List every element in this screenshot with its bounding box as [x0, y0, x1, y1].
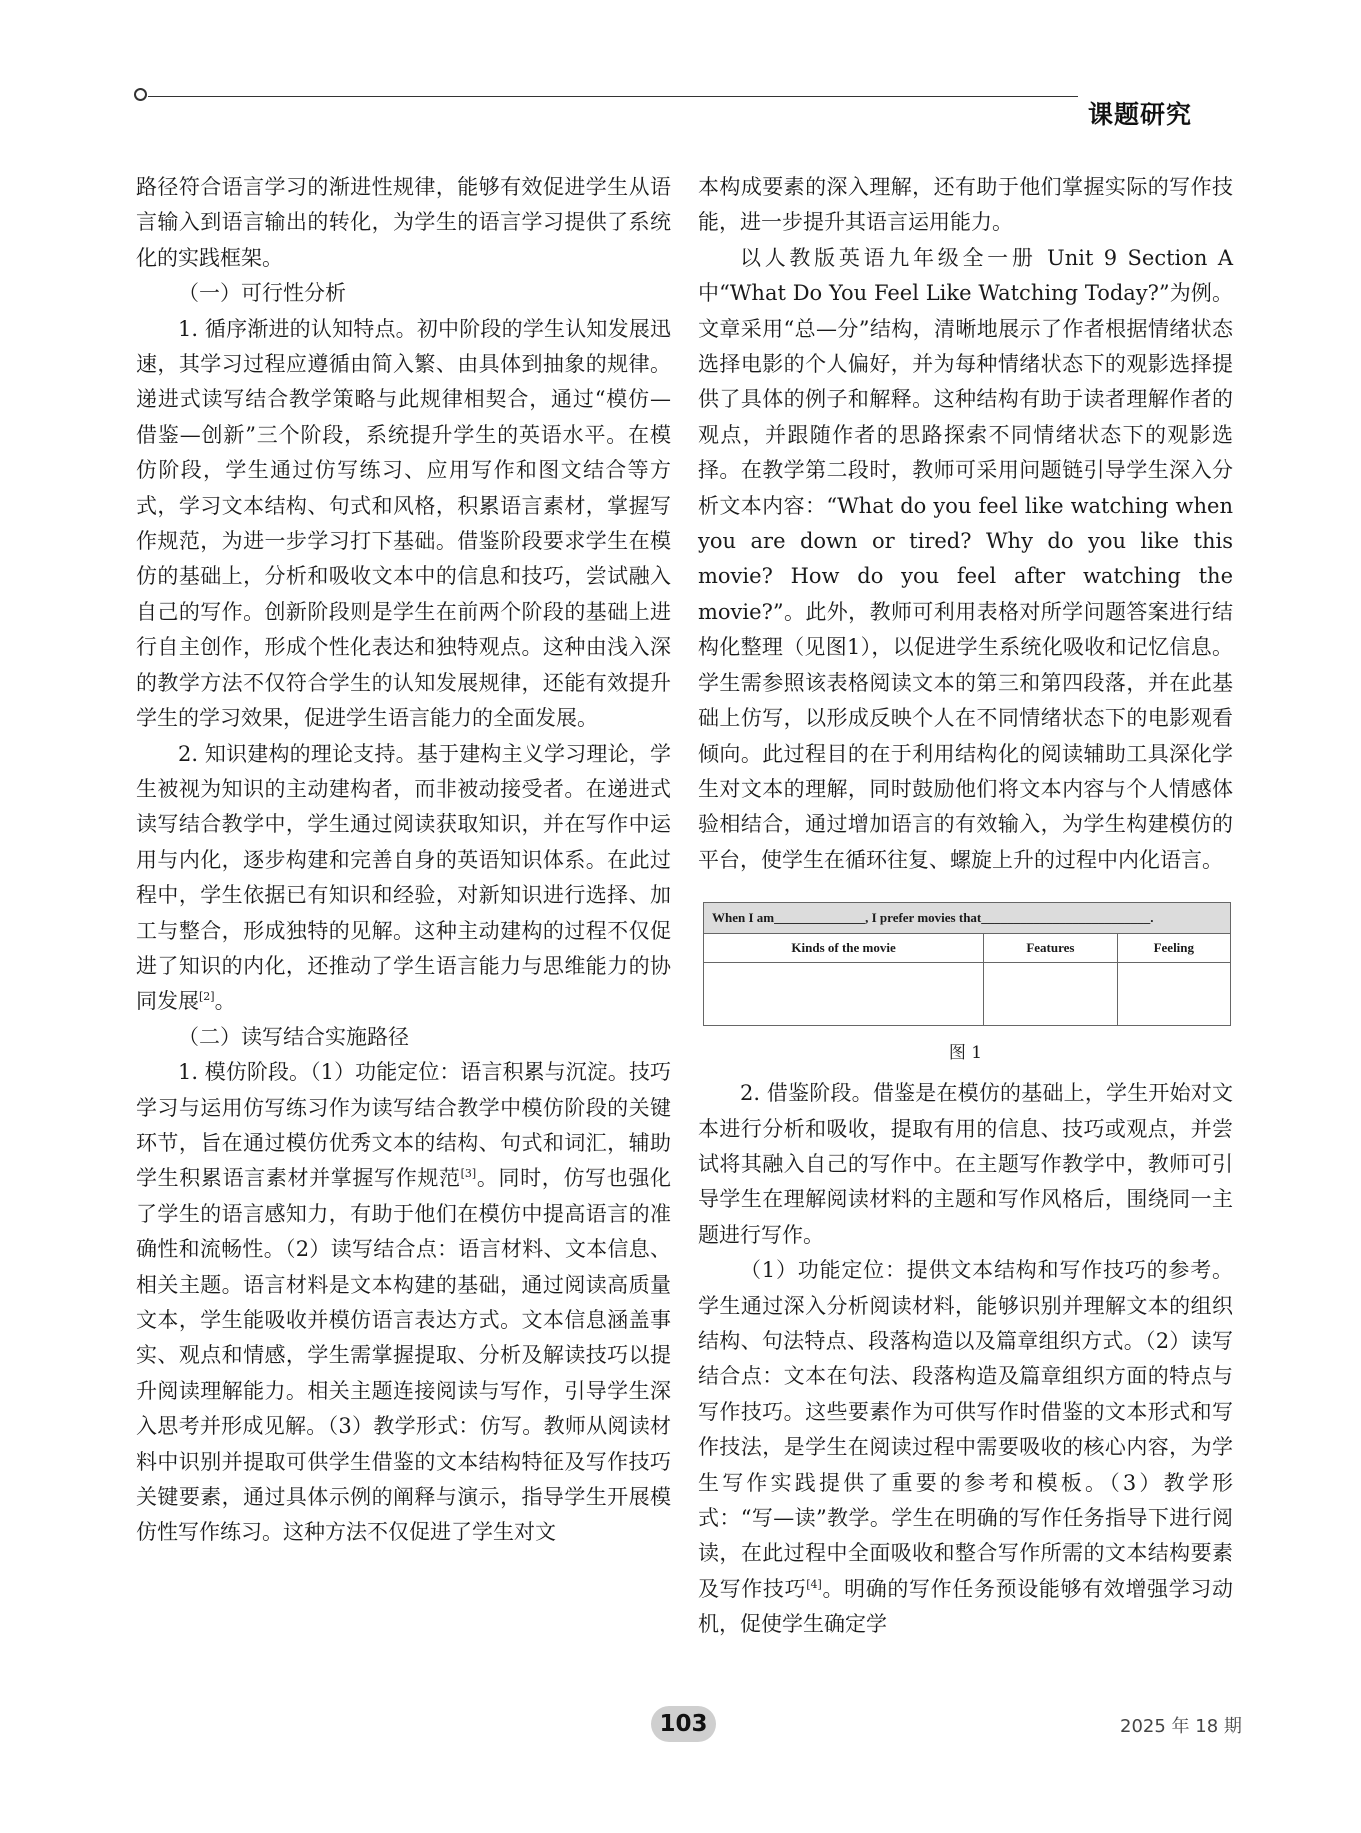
- paragraph: [136, 1055, 671, 1551]
- paragraph-text: （1）功能定位：提供文本结构和写作技巧的参考。学生通过深入分析阅读材料，能够识别并理解文本的组织结构、句法特点、段落构造以及篇章组织方式。（2）读写结合点：文本在句法、段落构造及篇章组织方面的特点与写作技巧。这些要素作为可供写作时借鉴的文本形式和写作技法，是学生在阅读过程中需要吸收的核心内容，为学生写作实践提供了重要的参考和模板。（3）教学形式：“写—读”教学。学生在明确的写作任务指导下进行阅读，在此过程中全面吸收和整合写作所需的文本结构要素及写作技巧: [698, 1258, 1233, 1601]
- page-number: 103: [651, 1706, 716, 1742]
- right-column: [698, 170, 1233, 1643]
- table-blank-cell: [1117, 963, 1230, 1026]
- paragraph: [136, 737, 671, 1020]
- table-header-kinds: Kinds of the movie: [704, 934, 984, 963]
- paragraph-text: 2. 知识建构的理论支持。基于建构主义学习理论，学生被视为知识的主动建构者，而非被动接受者。在递进式读写结合教学中，学生通过阅读获取知识，并在写作中运用与内化，逐步构建和完善自身的英语知识体系。在此过程中，学生依据已有知识和经验，对新知识进行选择、加工与整合，形成独特的见解。这种主动建构的过程不仅促进了知识的内化，还推动了学生语言能力与思维能力的协同发展: [136, 741, 671, 1014]
- paragraph: 2. 借鉴阶段。借鉴是在模仿的基础上，学生开始对文本进行分析和吸收，提取有用的信息、技巧或观点，并尝试将其融入自己的写作中。在主题写作教学中，教师可引导学生在理解阅读材料的主题和写作风格后，围绕同一主题进行写作。: [698, 1081, 1233, 1247]
- header-ornament-circle: [134, 88, 147, 101]
- paragraph: 以人教版英语九年级全一册 Unit 9 Section A 中“What Do You Feel Like Watching Today?”为例。文章采用“总—分”结构，清晰地展示了作者根据情绪状态选择电影的个人偏好，并为每种情绪状态下的观影选择提供了具体的例子和解释。这种结构有助于读者理解作者的观点，并跟随作者的思路探索不同情绪状态下的观影选择。在教学第二段时，教师可采用问题链引导学生深入分析文本内容：“What do you feel like watching when you are down or tired? Why do you like this movie? How do you feel after watching the movie?”。此外，教师可利用表格对所学问题答案进行结构化整理（见图1），以促进学生系统化吸收和记忆信息。学生需参照该表格阅读文本的第三和第四段落，并在此基础上仿写，以形成反映个人在不同情绪状态下的电影观看倾向。此过程目的在于利用结构化的阅读辅助工具深化学生对文本的理解，同时鼓励他们将文本内容与个人情感体验相结合，通过增加语言的有效输入，为学生构建模仿的平台，使学生在循环往复、螺旋上升的过程中内化语言。: [698, 245, 1233, 872]
- figure-caption: 图 1: [948, 1043, 983, 1064]
- paragraph: [698, 1253, 1233, 1642]
- paragraph: 路径符合语言学习的渐进性规律，能够有效促进学生从语言输入到语言输出的转化，为学生的语言学习提供了系统化的实践框架。: [136, 175, 671, 270]
- paragraph: 1. 循序渐进的认知特点。初中阶段的学生认知发展迅速，其学习过程应遵循由简入繁、由具体到抽象的规律。递进式读写结合教学策略与此规律相契合，通过“模仿—借鉴—创新”三个阶段，系统提升学生的英语水平。在模仿阶段，学生通过仿写练习、应用写作和图文结合等方式，学习文本结构、句式和风格，积累语言素材，掌握写作规范，为进一步学习打下基础。借鉴阶段要求学生在模仿的基础上，分析和吸收文本中的信息和技巧，尝试融入自己的写作。创新阶段则是学生在前两个阶段的基础上进行自主创作，形成个性化表达和独特观点。这种由浅入深的教学方法不仅符合学生的认知发展规律，还能有效提升学生的学习效果，促进学生语言能力的全面发展。: [136, 316, 671, 731]
- table-header-feeling: Feeling: [1117, 934, 1230, 963]
- table-blank-cell: [984, 963, 1117, 1026]
- paragraph-text: 。: [214, 989, 236, 1014]
- table-lead-sentence: When I am______________, I prefer movies that__________________________.: [704, 903, 1231, 934]
- section-label: 课题研究: [1088, 100, 1193, 129]
- citation-ref: [2]: [199, 990, 215, 1004]
- paragraph-text: 1. 模仿阶段。（1）功能定位：语言积累与沉淀。技巧学习与运用仿写练习作为读写结合教学中模仿阶段的关键环节，旨在通过模仿优秀文本的结构、句式和词汇，辅助学生积累语言素材并掌握写作规范: [136, 1060, 671, 1191]
- subheading: （二）读写结合实施路径: [178, 1024, 409, 1049]
- paragraph-text: 。明确的写作任务预设能够有效增强学习动机，促使学生确定学: [698, 1576, 1234, 1637]
- citation-ref: [4]: [806, 1577, 822, 1591]
- table-header-features: Features: [984, 934, 1117, 963]
- header-rule: [148, 96, 1078, 97]
- table-blank-cell: [704, 963, 984, 1026]
- left-column: [136, 170, 671, 1551]
- paragraph-text: 。同时，仿写也强化了学生的语言感知力，有助于他们在模仿中提高语言的准确性和流畅性。（2）读写结合点：语言材料、文本信息、相关主题。语言材料是文本构建的基础，通过阅读高质量文本，学生能吸收并模仿语言表达方式。文本信息涵盖事实、观点和情感，学生需掌握提取、分析及解读技巧以提升阅读理解能力。相关主题连接阅读与写作，引导学生深入思考并形成见解。（3）教学形式：仿写。教师从阅读材料中识别并提取可供学生借鉴的文本结构特征及写作技巧关键要素，通过具体示例的阐释与演示，指导学生开展模仿性写作练习。这种方法不仅促进了学生对文: [136, 1166, 672, 1545]
- issue-label: 2025 年 18 期: [1120, 1716, 1242, 1737]
- paragraph: 本构成要素的深入理解，还有助于他们掌握实际的写作技能，进一步提升其语言运用能力。: [698, 175, 1233, 235]
- subheading: （一）可行性分析: [178, 281, 346, 306]
- citation-ref: [3]: [460, 1167, 477, 1181]
- figure-1-table: [703, 902, 1231, 1026]
